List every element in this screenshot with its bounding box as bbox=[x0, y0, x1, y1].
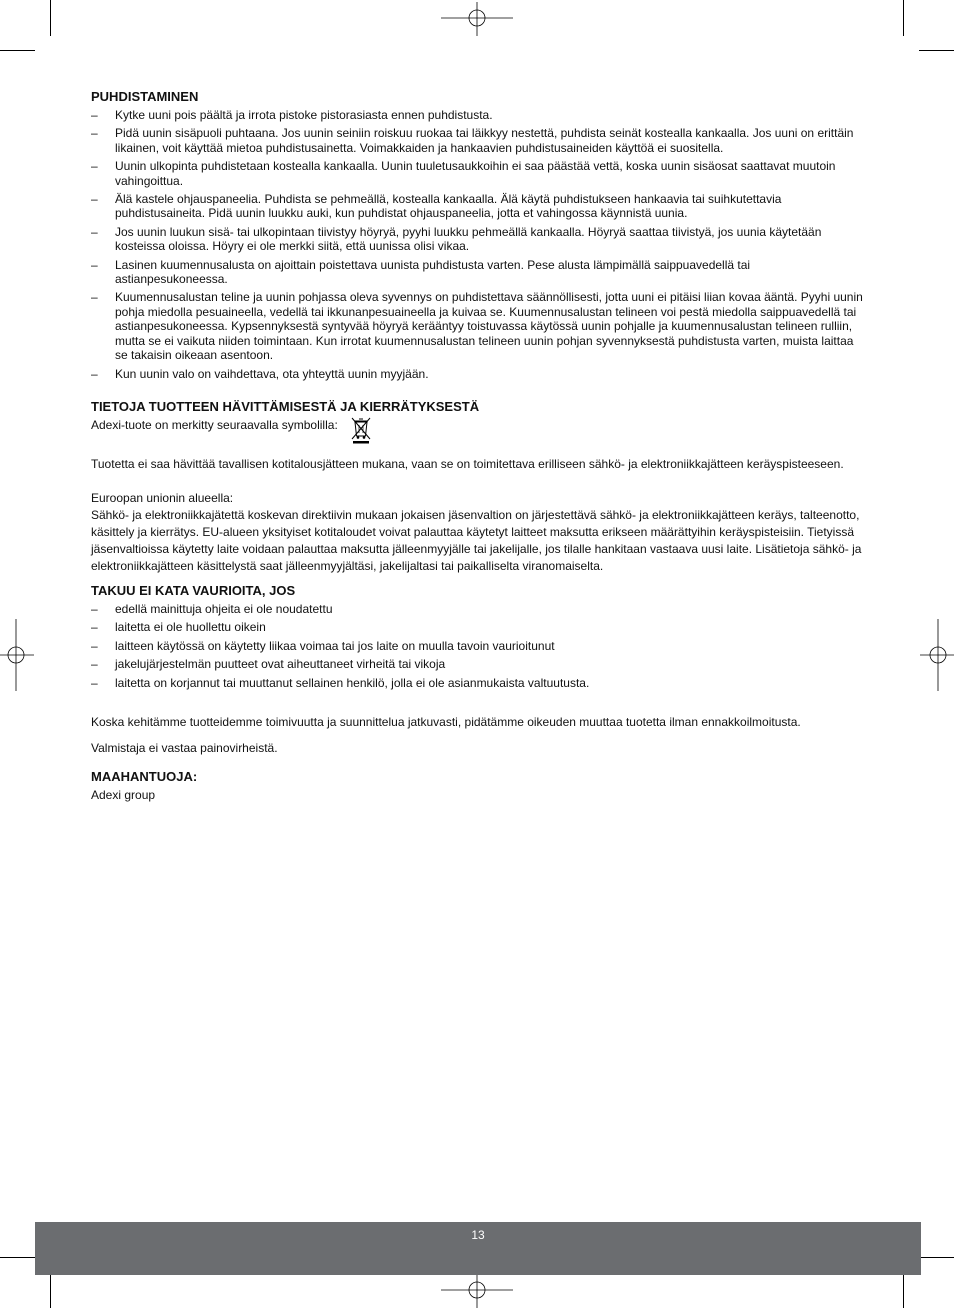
list-item-text: laitteen käytössä on käytetty liikaa voimaa tai jos laite on muulla tavoin vaurioitunut bbox=[115, 638, 555, 653]
dash: – bbox=[91, 601, 98, 616]
section-heading-importer: MAAHANTUOJA: bbox=[91, 768, 198, 784]
list-item-text: Kytke uuni pois päältä ja irrota pistoke pistorasiasta ennen puhdistusta. bbox=[115, 108, 493, 122]
dash: – bbox=[91, 159, 98, 174]
registration-mark-icon bbox=[441, 1274, 513, 1308]
crop-mark bbox=[903, 1272, 904, 1308]
dash: – bbox=[91, 638, 98, 653]
symbol-line bbox=[91, 418, 863, 444]
dash: – bbox=[91, 126, 98, 141]
registration-mark-icon bbox=[920, 619, 954, 691]
list-item-text: Älä kastele ohjauspaneelia. Puhdista se pehmeällä, kostealla kankaalla. Älä käytä puhdistukseen hankaavia tai suihkutettavia puhdistusaineita. Pidä uunin luukku auki, kun puhdistat ohjauspaneelia, jotta et vahingossa käynnistä uunia. bbox=[115, 192, 782, 221]
list-item-text: Jos uunin luukun sisä- tai ulkopintaan tiivistyy höyryä, pyyhi luukku pehmeällä kankaalla. Höyryä saattaa tiivistyä, jos uunia käytetään kosteissa oloissa. Höyry ei ole merkki siitä, että uunissa olisi vikaa. bbox=[115, 224, 822, 254]
list-item bbox=[91, 602, 863, 616]
crossed-out-wheelie-bin-icon bbox=[350, 416, 372, 444]
section-heading-warranty: TAKUU EI KATA VAURIOITA, JOS bbox=[91, 582, 296, 598]
dash: – bbox=[91, 257, 98, 272]
list-item bbox=[91, 192, 863, 221]
disposal-paragraph-1: Tuotetta ei saa hävittää tavallisen kotitalousjätteen mukana, vaan se on toimitettava erilliseen sähkö- ja elektroniikkajätteen keräyspisteeseen. bbox=[91, 456, 844, 471]
crop-mark bbox=[903, 0, 904, 36]
list-item bbox=[91, 108, 863, 122]
dash: – bbox=[91, 108, 98, 122]
list-item bbox=[91, 126, 863, 155]
dash: – bbox=[91, 620, 98, 635]
dash: – bbox=[91, 192, 98, 207]
dash: – bbox=[91, 366, 98, 381]
list-item bbox=[91, 159, 863, 188]
list-item-text: Lasinen kuumennusalusta on ajoittain poistettava uunista puhdistusta varten. Pese alusta lämpimällä saippuavedellä tai astianpesukoneessa. bbox=[115, 257, 751, 287]
list-item-text: edellä mainittuja ohjeita ei ole noudatettu bbox=[115, 601, 333, 616]
registration-mark-icon bbox=[441, 2, 513, 36]
list-item-text: Kun uunin valo on vaihdettava, ota yhteyttä uunin myyjään. bbox=[115, 366, 429, 381]
dash: – bbox=[91, 224, 98, 239]
list-item-text: jakelujärjestelmän puutteet ovat aiheuttaneet virheitä tai vikoja bbox=[115, 657, 446, 672]
list-item bbox=[91, 367, 863, 381]
crop-mark bbox=[0, 1257, 35, 1258]
importer-name: Adexi group bbox=[91, 787, 156, 802]
list-item-text: laitetta on korjannut tai muuttanut sellainen henkilö, jolla ei ole asianmukaista valtuutusta. bbox=[115, 675, 590, 690]
crop-mark bbox=[919, 1257, 954, 1258]
list-item bbox=[91, 258, 863, 287]
list-item bbox=[91, 657, 863, 671]
crop-mark bbox=[50, 0, 51, 36]
symbol-line-text: Adexi-tuote on merkitty seuraavalla symbolilla: bbox=[91, 417, 338, 432]
disposal-paragraph-2: Sähkö- ja elektroniikkajätettä koskevan direktiivin mukaan jokaisen jäsenvaltion on järjestettävä sähkö- ja elektroniikkajätteen keräys, talteenotto, käsittely ja kierrätys. EU-alueen yksityiset kotitaloudet voivat palauttaa käytetyt laitteet maksutta erikseen määrättyihin keräyspisteisiin. Tietyissä jäsenvaltioissa käytetty laite voidaan palauttaa maksutta jälleenmyyjälle tai jakelijalle, jos tilalle hankitaan vastaava uusi laite. Lisätietoja sähkö- ja elektroniikkajätteen käsittelystä saat jälleenmyyjältäsi, jakelijaltasi tai paikalliselta viranomaiselta. bbox=[91, 507, 862, 573]
list-item-text: laitetta ei ole huollettu oikein bbox=[115, 620, 266, 635]
section-heading-disposal: TIETOJA TUOTTEEN HÄVITTÄMISESTÄ JA KIERRÄTYKSESTÄ bbox=[91, 398, 480, 414]
page-content bbox=[91, 89, 863, 802]
list-item-text: Kuumennusalustan teline ja uunin pohjassa oleva syvennys on puhdistettava säännöllisesti, jotta uuni ei pitäisi liian kovaa ääntä. Pyyhi uunin pohja miedolla pesuaineella, vedellä tai ikkunanpesuaineella ja kuivaa se. Kuumennusalustan telineen voi pestä miedolla saippuavedellä tai astianpesukoneessa. Kypsennyksestä syntyvää höyryä kerääntyy toistuvassa käytössä uunin pohjalle ja kuumennusalustan telineen rulliin, mutta se ei vaikuta niiden toimintaan. Kun irrotat kuumennusalustan telineen uunin pohjan syvennyksestä puhdistusta varten, muista laittaa se takaisin oikeaan asentoon. bbox=[115, 290, 863, 363]
list-item-text: Uunin ulkopinta puhdistetaan kostealla kankaalla. Uunin tuuletusaukkoihin ei saa päästää vettä, koska uunin sisäosat saattavat muutoin vahingoittua. bbox=[115, 159, 836, 188]
crop-mark bbox=[919, 50, 954, 51]
footer-bar bbox=[35, 1222, 921, 1275]
registration-mark-icon bbox=[0, 619, 34, 691]
list-item bbox=[91, 620, 863, 634]
list-item bbox=[91, 290, 863, 362]
cleaning-list bbox=[91, 108, 863, 381]
dash: – bbox=[91, 657, 98, 672]
dash: – bbox=[91, 290, 98, 305]
page-number: 13 bbox=[471, 1228, 485, 1242]
section-heading-cleaning: PUHDISTAMINEN bbox=[91, 89, 199, 104]
list-item bbox=[91, 639, 863, 653]
list-item-text: Pidä uunin sisäpuoli puhtaana. Jos uunin seiniin roiskuu ruokaa tai läikkyy nestettä, puhdista seinät kostealla kankaalla. Jos uuni on erittäin likainen, voit käyttää mietoa puhdistusainetta. Voimakkaiden ja hankaavien puhdistusaineiden käyttöä ei suositella. bbox=[115, 126, 854, 155]
dash: – bbox=[91, 675, 98, 690]
eu-label: Euroopan unionin alueella: bbox=[91, 490, 234, 505]
crop-mark bbox=[50, 1272, 51, 1308]
warranty-paragraph-2: Valmistaja ei vastaa painovirheistä. bbox=[91, 740, 278, 755]
warranty-paragraph-1: Koska kehitämme tuotteidemme toimivuutta ja suunnittelua jatkuvasti, pidätämme oikeuden muuttaa tuotetta ilman ennakkoilmoitusta. bbox=[91, 714, 801, 729]
warranty-list bbox=[91, 602, 863, 690]
list-item bbox=[91, 225, 863, 254]
crop-mark bbox=[0, 50, 35, 51]
list-item bbox=[91, 676, 863, 690]
